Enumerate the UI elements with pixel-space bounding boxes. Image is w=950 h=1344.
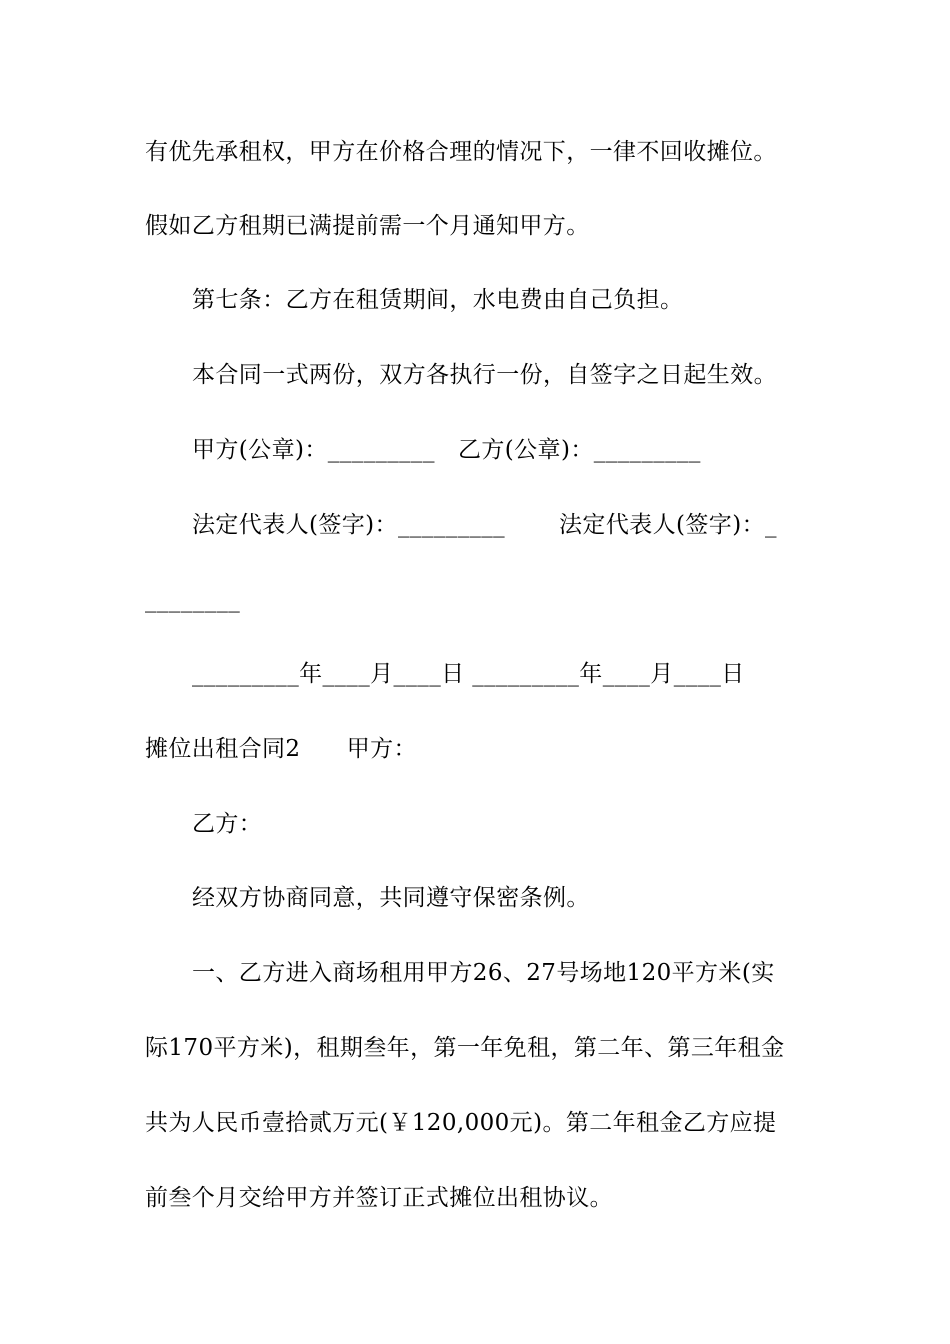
contract-title: 摊位出租合同2 甲方： (145, 736, 417, 762)
text-line: 有优先承租权，甲方在价格合理的情况下，一律不回收摊位。 (145, 139, 777, 165)
text-line: 前叁个月交给甲方并签订正式摊位出租协议。 (145, 1185, 613, 1211)
text-line: 本合同一式两份，双方各执行一份，自签字之日起生效。 (192, 362, 777, 388)
text-line: 假如乙方租期已满提前需一个月通知甲方。 (145, 213, 590, 239)
clause-one: 一、乙方进入商场租用甲方26、27号场地120平方米(实 (192, 960, 775, 986)
party-b-label: 乙方： (192, 811, 263, 837)
date-line: _________年____月____日 _________年____月____日 (192, 661, 745, 687)
text-line: 经双方协商同意，共同遵守保密条例。 (192, 885, 590, 911)
text-line: 际170平方米)，租期叁年，第一年免租，第二年、第三年租金 (145, 1035, 785, 1061)
signature-line-continued: ________ (145, 587, 241, 613)
seal-line: 甲方(公章)：_________ 乙方(公章)：_________ (192, 437, 701, 463)
signature-line: 法定代表人(签字)：_________ 法定代表人(签字)：_ (192, 512, 777, 538)
text-line: 共为人民币壹拾贰万元(￥120,000元)。第二年租金乙方应提 (145, 1110, 777, 1136)
article-seven: 第七条：乙方在租赁期间，水电费由自己负担。 (192, 287, 684, 313)
